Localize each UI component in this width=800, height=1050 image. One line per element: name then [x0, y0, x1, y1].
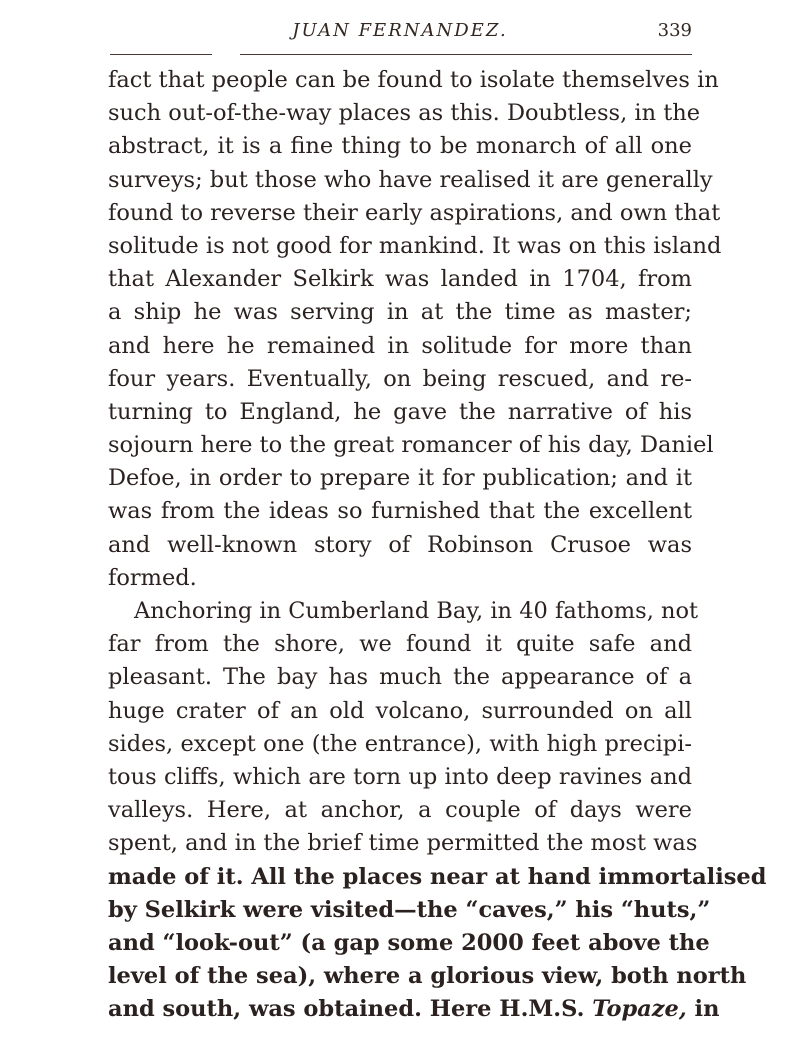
- text-line: huge crater of an old volcano, surrounded on all: [108, 697, 692, 724]
- text-line: pleasant. The bay has much the appearance of a: [108, 664, 692, 691]
- text-line: turning to England, he gave the narrative of his: [108, 398, 692, 425]
- text-line: made of it. All the places near at hand immortalised: [108, 863, 767, 890]
- text-line: tous cliffs, which are torn up into deep ravines and: [108, 763, 692, 790]
- ship-name: Topaze,: [592, 996, 687, 1023]
- text-line: solitude is not good for mankind. It was on this island: [108, 232, 722, 259]
- text-line-final: [108, 993, 720, 1026]
- text-line: found to reverse their early aspirations, and own that: [108, 199, 721, 226]
- header-rule-left: [110, 54, 212, 55]
- text-line: such out-of-the-way places as this. Doubtless, in the: [108, 100, 701, 127]
- text-line: abstract, it is a fine thing to be monarch of all one: [108, 133, 692, 160]
- text-line: and well-known story of Robinson Crusoe was: [108, 531, 692, 558]
- text-line: surveys; but those who have realised it are generally: [108, 166, 713, 193]
- paragraph-start-line: Anchoring in Cumberland Bay, in 40 fathoms, not: [134, 598, 699, 624]
- page-number: 339: [657, 20, 692, 41]
- text-line: and here he remained in solitude for more than: [108, 332, 692, 359]
- header-rule-right: [240, 54, 692, 55]
- text-line: four years. Eventually, on being rescued, and re-: [108, 365, 692, 392]
- chapter-title: JUAN FERNANDEZ.: [292, 20, 508, 41]
- body-text: [108, 64, 767, 1026]
- text-line: by Selkirk were visited—the “caves,” his “huts,”: [108, 896, 711, 923]
- text-fragment: and south, was obtained. Here H.M.S.: [108, 996, 585, 1023]
- text-line: spent, and in the brief time permitted the most was: [108, 830, 698, 857]
- text-line: sojourn here to the great romancer of his day, Daniel: [108, 432, 714, 459]
- text-fragment: in: [694, 996, 720, 1023]
- text-line: fact that people can be found to isolate themselves in: [108, 67, 719, 93]
- text-line: formed.: [108, 564, 197, 591]
- text-line: a ship he was serving in at the time as master;: [108, 299, 692, 326]
- text-line: level of the sea), where a glorious view, both north: [108, 963, 747, 990]
- text-line: that Alexander Selkirk was landed in 1704, from: [108, 266, 692, 293]
- text-line: sides, except one (the entrance), with high precipi-: [108, 730, 692, 757]
- text-line: Defoe, in order to prepare it for publication; and it: [108, 465, 692, 492]
- text-line: was from the ideas so furnished that the excellent: [108, 498, 692, 525]
- text-line: far from the shore, we found it quite safe and: [108, 631, 692, 658]
- running-head: [108, 20, 692, 50]
- text-line: valleys. Here, at anchor, a couple of days were: [108, 797, 692, 824]
- text-line: and “look-out” (a gap some 2000 feet above the: [108, 929, 710, 956]
